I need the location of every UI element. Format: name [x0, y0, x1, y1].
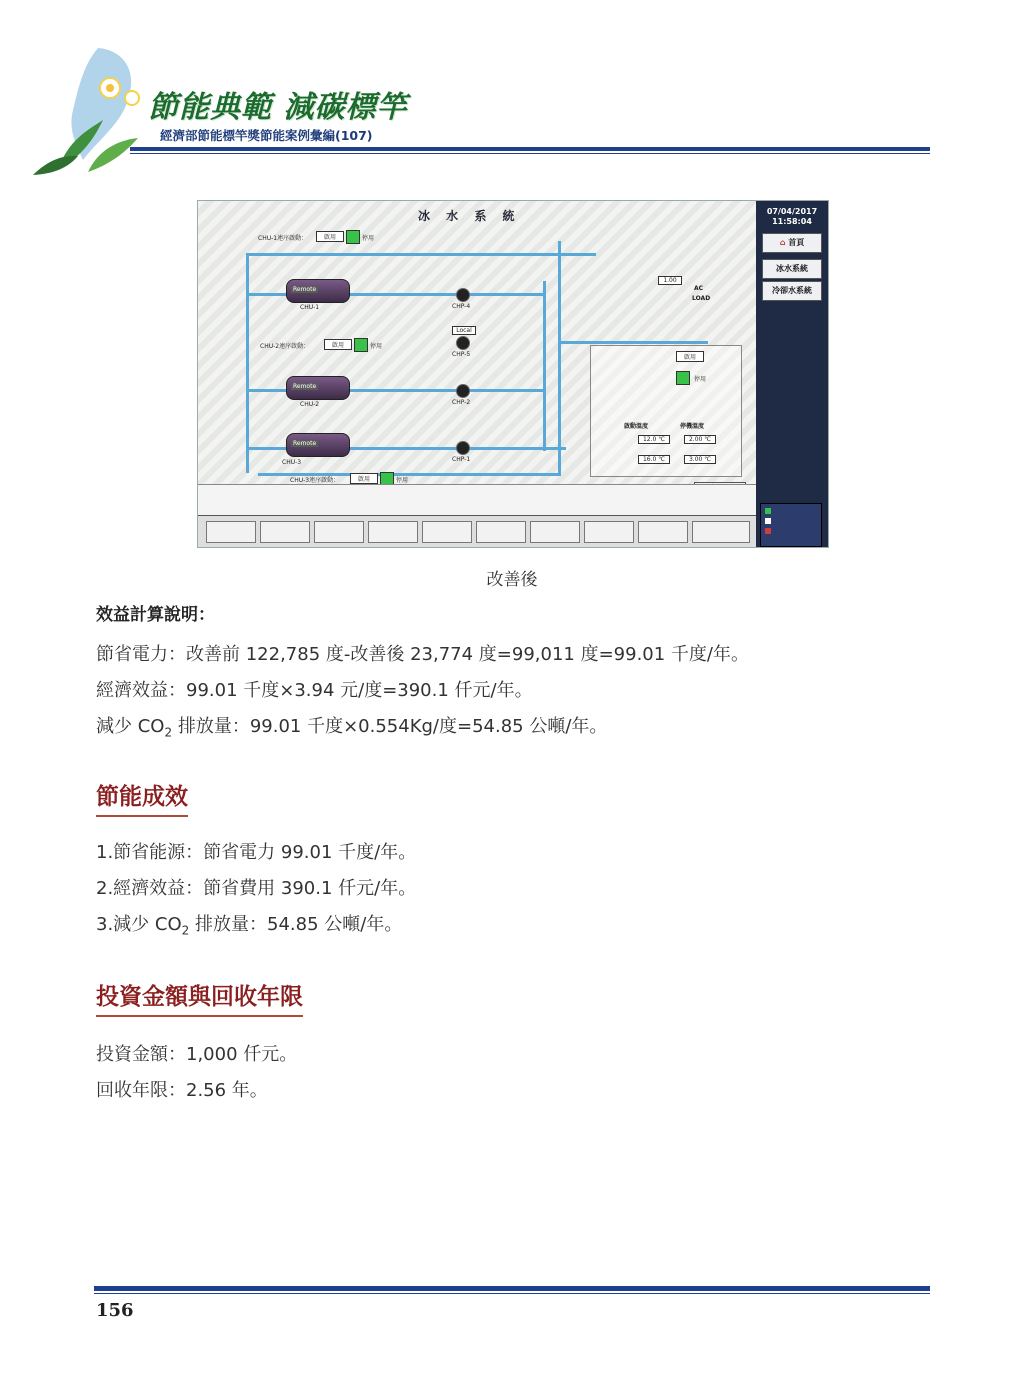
result-item-3 [96, 910, 402, 938]
panel-status-indicator [676, 371, 690, 385]
page-number: 156 [96, 1300, 134, 1321]
toolbar-button[interactable] [692, 521, 750, 543]
legend-white-icon [765, 518, 771, 524]
calc-co2-suffix: 排放量：99.01 千度×0.554Kg/度=54.85 公噸/年。 [172, 716, 608, 737]
section-title-results: 節能成效 [96, 778, 188, 817]
figure-caption: 改善後 [486, 570, 538, 590]
ac-load-label-2: LOAD [692, 295, 711, 302]
pump-chp4[interactable] [456, 288, 470, 302]
chu1-status-indicator [346, 230, 360, 244]
toolbar-button[interactable] [368, 521, 418, 543]
scada-main-view [198, 201, 756, 515]
pipe [558, 341, 708, 344]
calc-power: 節省電力：改善前 122,785 度-改善後 23,774 度=99,011 度=99.01 千度/年。 [96, 644, 749, 665]
result-item-3-suffix: 排放量：54.85 公噸/年。 [189, 914, 403, 935]
chu2-disable-label[interactable]: 停用 [370, 343, 383, 350]
chu3-disable-label[interactable]: 停用 [396, 477, 409, 484]
toolbar-button[interactable] [530, 521, 580, 543]
nav-home-button[interactable] [762, 233, 822, 253]
toolbar-button[interactable] [476, 521, 526, 543]
chiller-2[interactable]: Remote [286, 376, 350, 400]
chp5-mode: Local [452, 326, 476, 335]
chu3-enable-button[interactable]: 啟用 [350, 473, 378, 484]
pipe [246, 253, 596, 256]
ac-load-label-1: AC [694, 285, 704, 292]
chu2-status-indicator [354, 338, 368, 352]
calc-co2 [96, 712, 607, 740]
page-header [0, 0, 1024, 185]
payback-period: 回收年限：2.56 年。 [96, 1080, 268, 1101]
scada-screenshot [197, 200, 829, 548]
scada-title: 冰 水 系 統 [418, 209, 521, 223]
result-item-2: 2.經濟效益：節省費用 390.1 仟元/年。 [96, 878, 417, 899]
chu1-enable-button[interactable]: 啟用 [316, 231, 344, 242]
chu2-mode-label: CHU-2連序啟動： [260, 343, 310, 350]
toolbar-button[interactable] [638, 521, 688, 543]
scada-datetime [763, 207, 821, 227]
chu2-enable-button[interactable]: 啟用 [324, 339, 352, 350]
toolbar-button[interactable] [314, 521, 364, 543]
footer-rule-thin [94, 1293, 930, 1294]
section-title-investment: 投資金額與回收年限 [96, 978, 303, 1017]
panel-enable-button[interactable]: 啟用 [676, 351, 704, 362]
pipe [246, 253, 249, 473]
brand-subtitle: 經濟部節能標竿獎節能案例彙編(107) [160, 128, 373, 143]
chu1-mode-label: CHU-1連序啟動： [258, 235, 308, 242]
result-item-1: 1.節省能源：節省電力 99.01 千度/年。 [96, 842, 417, 863]
result-item-3-prefix: 3.減少 CO [96, 914, 182, 935]
chiller-1[interactable]: Remote [286, 279, 350, 303]
chiller-3[interactable]: Remote [286, 433, 350, 457]
panel-disable-label[interactable]: 停用 [694, 376, 707, 383]
stop-temp-label: 停機溫度 [680, 423, 705, 430]
scada-date: 07/04/2017 [766, 207, 818, 216]
taiwan-plant-logo-icon [28, 40, 158, 180]
nav-home-label: 首頁 [788, 238, 805, 247]
footer-rule [94, 1286, 930, 1291]
start-temp-1[interactable]: 12.0 ℃ [638, 435, 670, 444]
stop-temp-2[interactable]: 3.00 ℃ [684, 455, 716, 464]
pump-chp1[interactable] [456, 441, 470, 455]
chu3-mode-label: CHU-3連序啟動： [290, 477, 340, 484]
setpoint-value[interactable]: 1.00 [658, 276, 682, 285]
start-temp-label: 啟動溫度 [624, 423, 649, 430]
chu3-label: CHU-3 [282, 459, 302, 466]
alarm-status-area [198, 484, 756, 517]
toolbar-button[interactable] [260, 521, 310, 543]
calc-heading: 效益計算說明： [96, 605, 215, 625]
chu2-label: CHU-2 [300, 401, 320, 408]
stop-temp-1[interactable]: 2.00 ℃ [684, 435, 716, 444]
pump-chp2[interactable] [456, 384, 470, 398]
header-rule [130, 147, 930, 151]
calc-co2-prefix: 減少 CO [96, 716, 165, 737]
legend-box [760, 503, 822, 547]
toolbar-button[interactable] [422, 521, 472, 543]
chp2-label: CHP-2 [452, 399, 471, 406]
scada-time: 11:58:04 [772, 217, 812, 226]
chp5-label: CHP-5 [452, 351, 471, 358]
chp4-label: CHP-4 [452, 303, 471, 310]
calc-co2-sub: 2 [164, 725, 173, 740]
chu1-label: CHU-1 [300, 304, 320, 311]
toolbar-button[interactable] [206, 521, 256, 543]
legend-red-icon [765, 528, 771, 534]
toolbar-button[interactable] [584, 521, 634, 543]
chp1-label: CHP-1 [452, 456, 471, 463]
calc-economy: 經濟效益：99.01 千度×3.94 元/度=390.1 仟元/年。 [96, 680, 533, 701]
nav-cooling-water-button[interactable]: 冷卻水系統 [762, 281, 822, 301]
legend-green-icon [765, 508, 771, 514]
pipe [558, 241, 561, 476]
home-icon: ⌂ [779, 238, 786, 247]
chu1-disable-label[interactable]: 停用 [362, 235, 375, 242]
header-rule-thin [130, 153, 930, 154]
pipe [543, 281, 546, 451]
start-temp-2[interactable]: 16.0 ℃ [638, 455, 670, 464]
investment-amount: 投資金額：1,000 仟元。 [96, 1044, 298, 1065]
scada-toolbar [198, 515, 756, 548]
brand-title: 節能典範 減碳標竿 [148, 90, 408, 125]
pump-chp5[interactable] [456, 336, 470, 350]
nav-chilled-water-button[interactable]: 冰水系統 [762, 259, 822, 279]
result-item-3-sub: 2 [181, 923, 190, 938]
